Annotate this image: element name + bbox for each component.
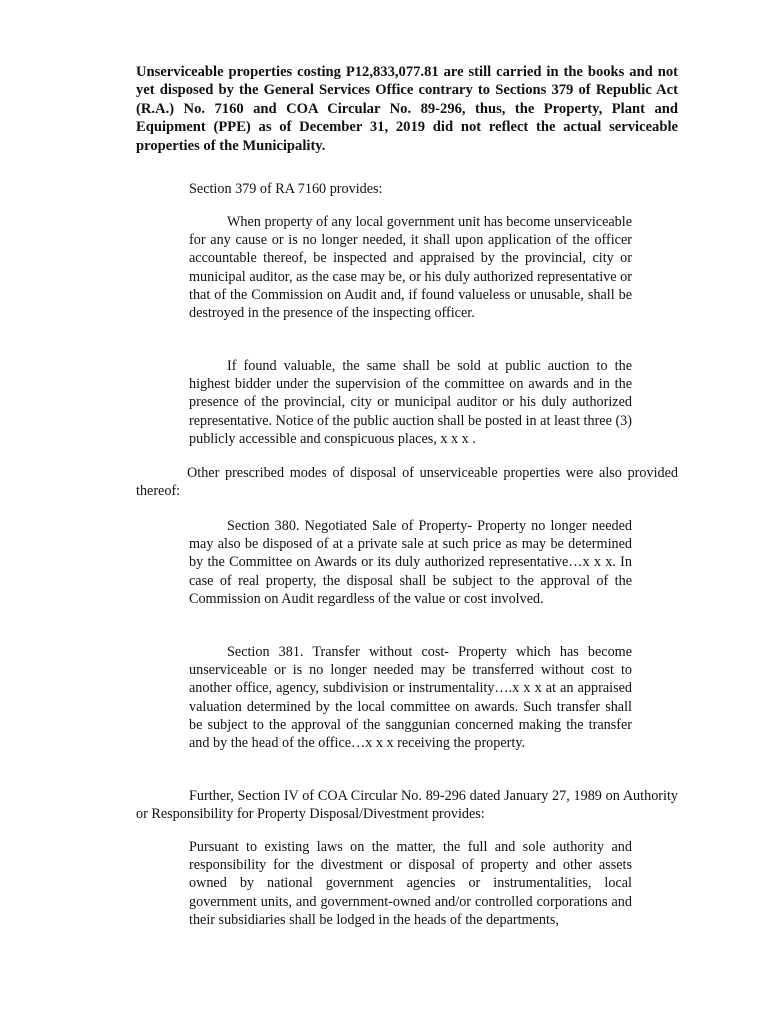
section-379-quote-paragraph-2: If found valuable, the same shall be sold at public auction to the highest bidder under the supervision of the committee on awards and in the presence of the provincial, city or municipal auditor or his duly authorized representative. Notice of the public auction shall be posted in at least three (3) publicly accessible and conspicuous places, x x x . — [189, 358, 632, 447]
finding-heading: Unserviceable properties costing P12,833,077.81 are still carried in the books and not yet disposed by the General Services Office contrary to Sections 379 of Republic Act (R.A.) No. 7160 and COA Circular No. 89-296, thus, the Property, Plant and Equipment (PPE) as of December 31, 2019 did not reflect the actual serviceable properties of the Municipality. — [136, 64, 678, 154]
section-381-quote: Section 381. Transfer without cost- Property which has become unserviceable or is no longer needed may be transferred without cost to another office, agency, subdivision or instrumentality….x x x at an appraised valuation determined by the local committee on awards. Such transfer shall be subject to the approval of the sanggunian concerned making the transfer and by the head of the office…x x x receiving the property. — [189, 644, 632, 752]
other-modes-paragraph: Other prescribed modes of disposal of unserviceable properties were also provided thereof: — [136, 465, 678, 500]
coa-circular-intro: Further, Section IV of COA Circular No. 89-296 dated January 27, 1989 on Authority or Responsibility for Property Disposal/Divestment provides: — [136, 788, 678, 823]
section-380-quote: Section 380. Negotiated Sale of Property- Property no longer needed may also be disposed of at a private sale at such price as may be determined by the Committee on Awards or its duly authorized representative…x x x. In case of real property, the disposal shall be subject to the approval of the Commission on Audit regardless of the value or cost involved. — [189, 518, 632, 607]
coa-circular-quote: Pursuant to existing laws on the matter, the full and sole authority and responsibility for the divestment or disposal of property and other assets owned by national government agencies or instrumentalities, local government units, and government-owned and/or controlled corporations and their subsidiaries shall be lodged in the heads of the departments, — [189, 839, 632, 928]
section-379-intro: Section 379 of RA 7160 provides: — [189, 181, 383, 197]
section-379-quote-paragraph-1: When property of any local government unit has become unserviceable for any cause or is no longer needed, it shall upon application of the officer accountable thereof, be inspected and appraised by the provincial, city or municipal auditor, as the case may be, or his duly authorized representative or that of the Commission on Audit and, if found valueless or unusable, shall be destroyed in the presence of the inspecting officer. — [189, 214, 632, 322]
